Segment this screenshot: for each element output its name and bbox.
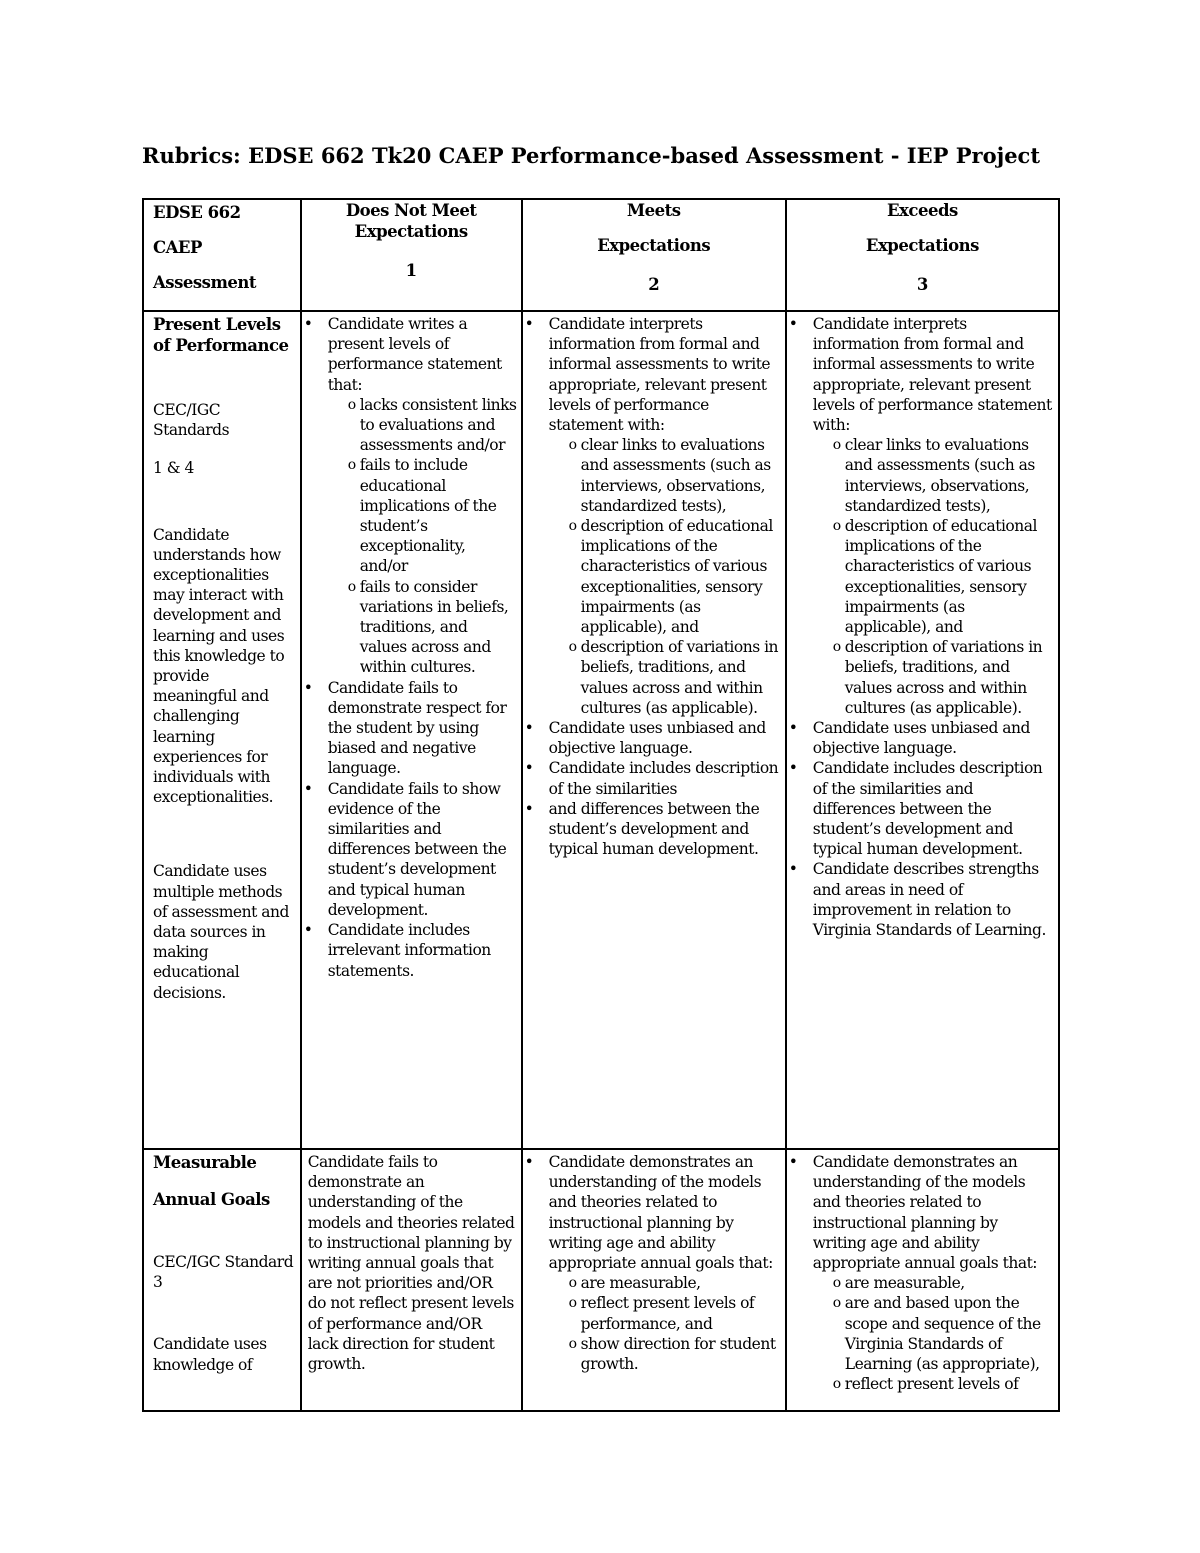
list-item: • Candidate uses unbiased and objective language. [525,718,781,758]
criterion-title: Present Levels of Performance [153,315,289,355]
table-row [143,311,1059,1149]
header-assessment-label: Assessment [153,273,257,292]
header-does-not-meet-score: 1 [405,261,417,280]
table-header-row [143,199,1059,311]
list-item: o fails to consider variations in beliefs, traditions, and values across and within cultures. [328,577,517,678]
cell-text: Candidate fails to demonstrate an understanding of the models and theories related to instructional planning by writing annual goals that are not priorities and/OR do not reflect present levels of performance and/OR lack direction for student growth. [307,1153,515,1374]
criterion-standards: CEC/IGC Standards [153,401,230,440]
header-does-not-meet-line2: Expectations [354,222,468,241]
exceeds-cell [786,1149,1059,1411]
list-item [525,1152,781,1374]
list-item: o reflect present levels of performance, and [549,1293,781,1333]
does-not-meet-cell [301,311,522,1149]
criterion-description: Candidate uses multiple methods of assessment and data sources in making educational decisions. [153,862,289,1002]
meets-cell [522,1149,786,1411]
list-item: o description of variations in beliefs, traditions, and values across and within cultures (as applicable). [549,637,781,718]
list-item: o fails to include educational implications of the student’s exceptionality, and/or [328,455,517,576]
criterion-cell [143,311,301,1149]
criterion-title: Annual Goals [153,1190,270,1209]
list-item [304,314,517,678]
list-item: o description of educational implications of the characteristics of various exceptionalities, sensory impairments (as applicable), and [549,516,781,637]
criterion-description: Candidate understands how exceptionalities may interact with development and learning and uses this knowledge to provide meaningful and challenging learning experiences for individuals with exceptionalities. [153,525,285,807]
list-item: o show direction for student growth. [549,1334,781,1374]
header-exceeds [786,199,1059,311]
header-exceeds-line1: Exceeds [886,201,958,220]
list-item: o reflect present levels of [813,1374,1054,1394]
rubric-table [142,198,1060,1412]
list-item: o are and based upon the scope and sequence of the Virginia Standards of Learning (as appropriate), [813,1293,1054,1374]
bullet-text: Candidate demonstrates an understanding of the models and theories related to instructional planning by writing age and ability appropriate annual goals that: [548,1153,773,1273]
list-item: • and differences between the student’s development and typical human development. [525,799,781,860]
header-caep: CAEP [153,238,202,257]
list-item: o lacks consistent links to evaluations and assessments and/or [328,395,517,456]
header-exceeds-score: 3 [916,275,928,294]
table-row [143,1149,1059,1411]
list-item: o clear links to evaluations and assessments (such as interviews, observations, standardized tests), [549,435,781,516]
header-meets-score: 2 [648,275,660,294]
exceeds-cell [786,311,1059,1149]
list-item [789,1152,1054,1394]
list-item: o description of variations in beliefs, traditions, and values across and within cultures (as applicable). [813,637,1054,718]
list-item: • Candidate includes description of the similarities and differences between the student’s development and typical human development. [789,758,1054,859]
list-item: • Candidate includes irrelevant information statements. [304,920,517,981]
list-item: o description of educational implications of the characteristics of various exceptionalities, sensory impairments (as applicable), and [813,516,1054,637]
header-exceeds-line2: Expectations [865,236,979,255]
list-item: • Candidate fails to show evidence of the similarities and differences between the student’s development and typical human development. [304,779,517,920]
criterion-standards: CEC/IGC Standard 3 [153,1253,294,1292]
header-meets [522,199,786,311]
list-item: o clear links to evaluations and assessments (such as interviews, observations, standardized tests), [813,435,1054,516]
header-does-not-meet-line1: Does Not Meet [345,201,477,220]
header-meets-line2: Expectations [597,236,711,255]
bullet-text: Candidate demonstrates an understanding of the models and theories related to instructional planning by writing age and ability appropriate annual goals that: [812,1153,1038,1273]
list-item: • Candidate describes strengths and areas in need of improvement in relation to Virginia Standards of Learning. [789,859,1054,940]
bullet-text: Candidate writes a present levels of performance statement that: [327,315,502,394]
list-item [789,314,1054,718]
list-item: o are measurable, [549,1273,781,1293]
header-does-not-meet [301,199,522,311]
criterion-description: Candidate uses knowledge of [153,1335,267,1374]
header-course: EDSE 662 [153,203,241,222]
bullet-text: Candidate interprets information from formal and informal assessments to write appropriate, relevant present levels of performance statement with: [812,315,1052,435]
list-item: • Candidate includes description of the similarities [525,758,781,798]
list-item [525,314,781,718]
meets-cell [522,311,786,1149]
criterion-title: Measurable [153,1153,257,1172]
list-item: • Candidate fails to demonstrate respect for the student by using biased and negative language. [304,678,517,779]
does-not-meet-cell [301,1149,522,1411]
bullet-text: Candidate interprets information from formal and informal assessments to write appropriate, relevant present levels of performance statement with: [548,315,771,435]
list-item: • Candidate uses unbiased and objective language. [789,718,1054,758]
header-meets-line1: Meets [626,201,681,220]
header-assessment [143,199,301,311]
list-item: o are measurable, [813,1273,1054,1293]
page-title: Rubrics: EDSE 662 Tk20 CAEP Performance-based Assessment - IEP Project [142,143,1041,168]
criterion-cell [143,1149,301,1411]
criterion-standard-numbers: 1 & 4 [153,459,194,478]
